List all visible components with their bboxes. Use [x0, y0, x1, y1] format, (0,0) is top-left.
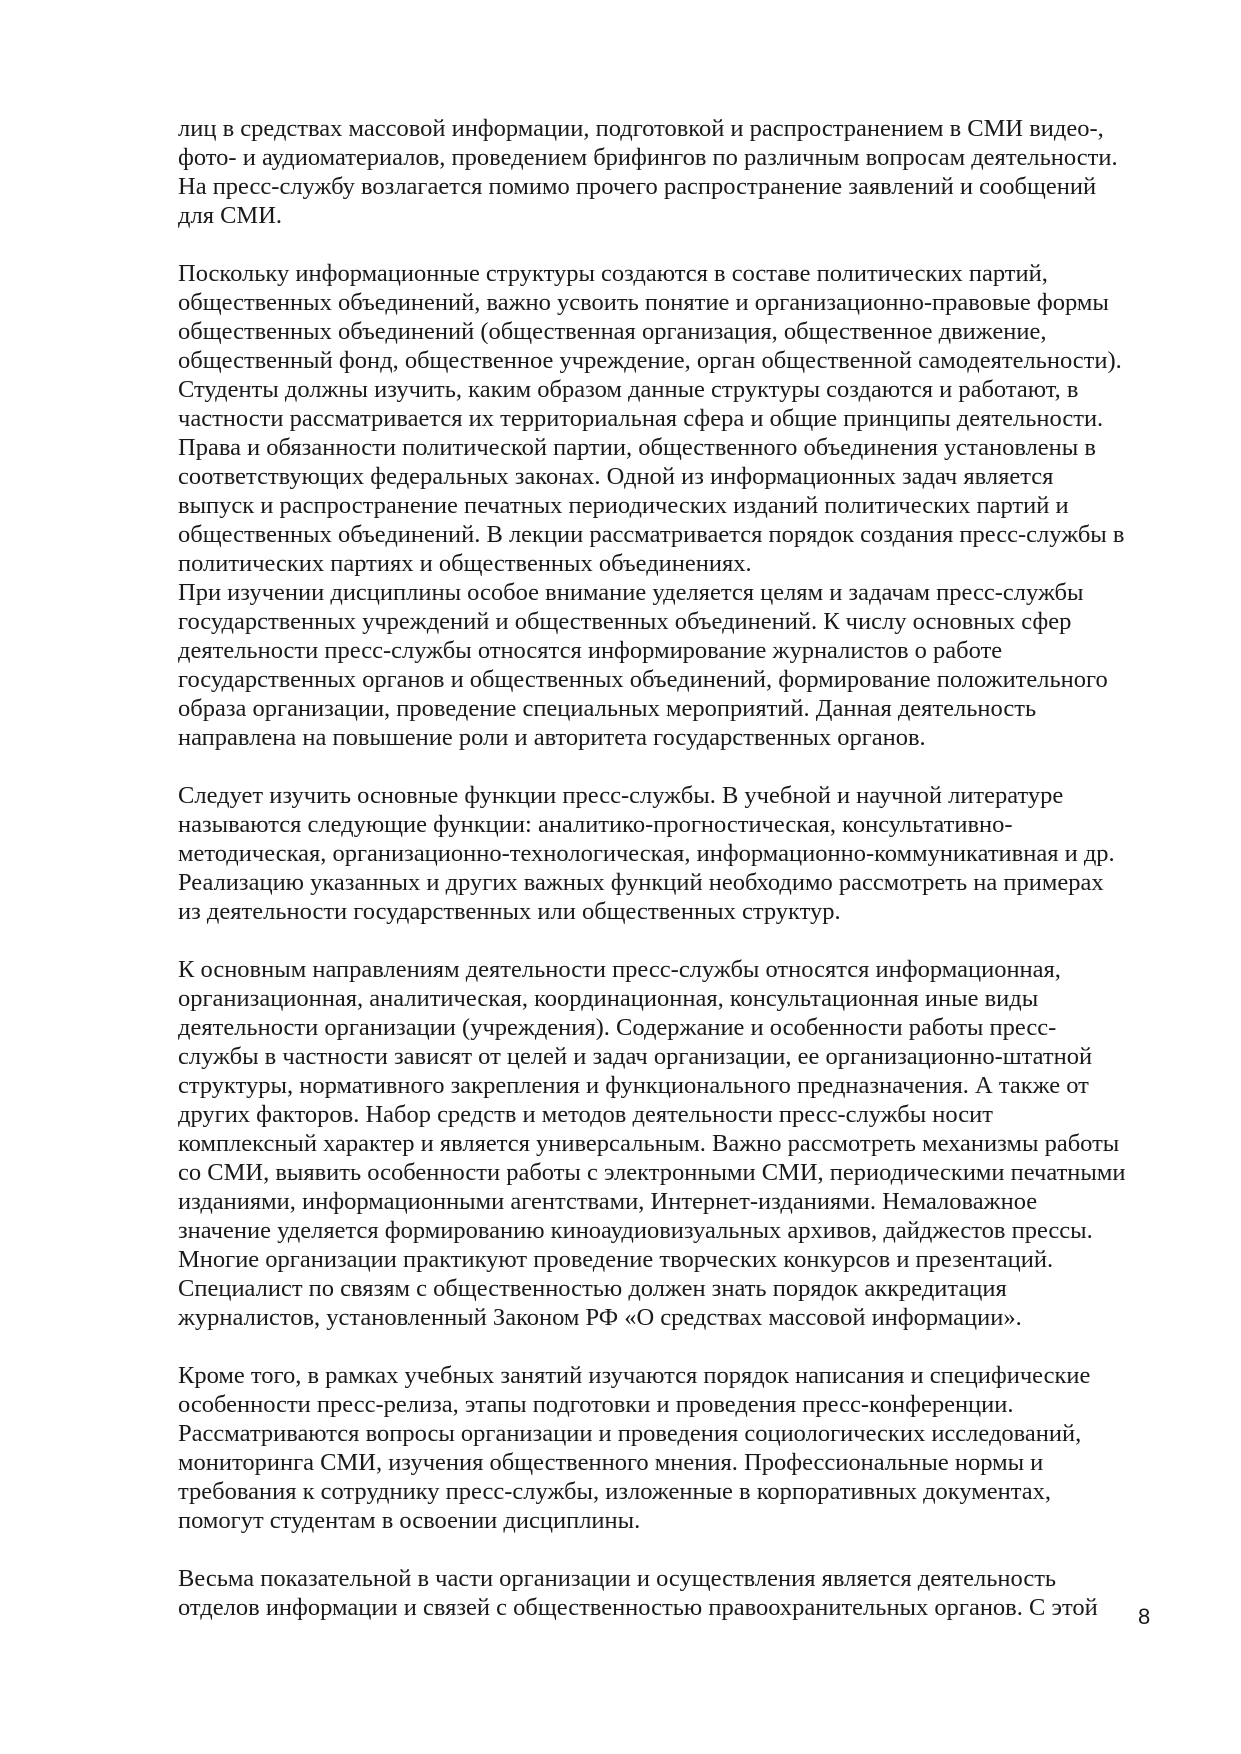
paragraph-5 [178, 955, 1158, 1332]
text-line: политических партиях и общественных объединениях. [178, 550, 752, 577]
text-line: методическая, организационно-технологическая, информационно-коммуникативная и др. [178, 840, 1115, 867]
text-line: Следует изучить основные функции пресс-службы. В учебной и научной литературе [178, 782, 1064, 809]
paragraph-gap [178, 752, 1158, 781]
text-line: значение уделяется формированию киноаудиовизуальных архивов, дайджестов прессы. [178, 1217, 1093, 1244]
text-line: со СМИ, выявить особенности работы с электронными СМИ, периодическими печатными [178, 1159, 1126, 1186]
text-line: На пресс-службу возлагается помимо прочего распространение заявлений и сообщений [178, 173, 1097, 200]
text-line: требования к сотруднику пресс-службы, изложенные в корпоративных документах, [178, 1478, 1052, 1505]
text-line: деятельности организации (учреждения). Содержание и особенности работы пресс- [178, 1014, 1057, 1041]
paragraph-3 [178, 578, 1158, 752]
text-line: деятельности пресс-службы относятся информирование журналистов о работе [178, 637, 1003, 664]
text-line: отделов информации и связей с общественностью правоохранительных органов. С этой [178, 1594, 1098, 1621]
text-line: государственных учреждений и общественных объединений. К числу основных сфер [178, 608, 1072, 635]
text-line: называются следующие функции: аналитико-прогностическая, консультативно- [178, 811, 1013, 838]
text-line: фото- и аудиоматериалов, проведением брифингов по различным вопросам деятельности. [178, 144, 1118, 171]
text-line: При изучении дисциплины особое внимание уделяется целям и задачам пресс-службы [178, 579, 1084, 606]
text-line: изданиями, информационными агентствами, Интернет-изданиями. Немаловажное [178, 1188, 1038, 1215]
text-line: Кроме того, в рамках учебных занятий изучаются порядок написания и специфические [178, 1362, 1091, 1389]
paragraph-gap [178, 926, 1158, 955]
text-line: особенности пресс-релиза, этапы подготовки и проведения пресс-конференции. [178, 1391, 1014, 1418]
text-line: выпуск и распространение печатных периодических изданий политических партий и [178, 492, 1069, 519]
paragraph-1 [178, 114, 1158, 230]
paragraph-2 [178, 259, 1158, 578]
body-text [178, 114, 1158, 1622]
text-line: помогут студентам в освоении дисциплины. [178, 1507, 641, 1534]
text-line: организационная, аналитическая, координационная, консультационная иные виды [178, 985, 1039, 1012]
text-line: Многие организации практикуют проведение творческих конкурсов и презентаций. [178, 1246, 1054, 1273]
text-line: Весьма показательной в части организации и осуществления является деятельность [178, 1565, 1057, 1592]
paragraph-7 [178, 1564, 1158, 1622]
page-number: 8 [1138, 1604, 1151, 1629]
text-line: из деятельности государственных или общественных структур. [178, 898, 841, 925]
text-line: журналистов, установленный Законом РФ «О средствах массовой информации». [178, 1304, 1022, 1331]
paragraph-6 [178, 1361, 1158, 1535]
text-line: Поскольку информационные структуры создаются в составе политических партий, [178, 260, 1048, 287]
text-line: Специалист по связям с общественностью должен знать порядок аккредитация [178, 1275, 1007, 1302]
text-line: Рассматриваются вопросы организации и проведения социологических исследований, [178, 1420, 1082, 1447]
paragraph-gap [178, 1332, 1158, 1361]
text-line: соответствующих федеральных законах. Одной из информационных задач является [178, 463, 1054, 490]
paragraph-gap [178, 230, 1158, 259]
text-line: общественных объединений, важно усвоить понятие и организационно-правовые формы [178, 289, 1109, 316]
text-line: лиц в средствах массовой информации, подготовкой и распространением в СМИ видео-, [178, 115, 1104, 142]
text-line: структуры, нормативного закрепления и функционального предназначения. А также от [178, 1072, 1089, 1099]
paragraph-4 [178, 781, 1158, 926]
text-line: мониторинга СМИ, изучения общественного мнения. Профессиональные нормы и [178, 1449, 1044, 1476]
text-line: частности рассматривается их территориальная сфера и общие принципы деятельности. [178, 405, 1104, 432]
text-line: общественных объединений (общественная организация, общественное движение, [178, 318, 1047, 345]
text-line: общественный фонд, общественное учреждение, орган общественной самодеятельности). [178, 347, 1122, 374]
text-line: образа организации, проведение специальных мероприятий. Данная деятельность [178, 695, 1037, 722]
text-line: службы в частности зависят от целей и задач организации, ее организационно-штатной [178, 1043, 1093, 1070]
text-line: К основным направлениям деятельности пресс-службы относятся информационная, [178, 956, 1061, 983]
text-line: других факторов. Набор средств и методов деятельности пресс-службы носит [178, 1101, 993, 1128]
text-line: Студенты должны изучить, каким образом данные структуры создаются и работают, в [178, 376, 1079, 403]
text-line: для СМИ. [178, 202, 283, 229]
text-line: государственных органов и общественных объединений, формирование положительного [178, 666, 1108, 693]
paragraph-gap [178, 1535, 1158, 1564]
text-line: комплексный характер и является универсальным. Важно рассмотреть механизмы работы [178, 1130, 1120, 1157]
text-line: Права и обязанности политической партии, общественного объединения установлены в [178, 434, 1096, 461]
text-line: Реализацию указанных и других важных функций необходимо рассмотреть на примерах [178, 869, 1104, 896]
text-line: направлена на повышение роли и авторитета государственных органов. [178, 724, 926, 751]
text-line: общественных объединений. В лекции рассматривается порядок создания пресс-службы в [178, 521, 1125, 548]
